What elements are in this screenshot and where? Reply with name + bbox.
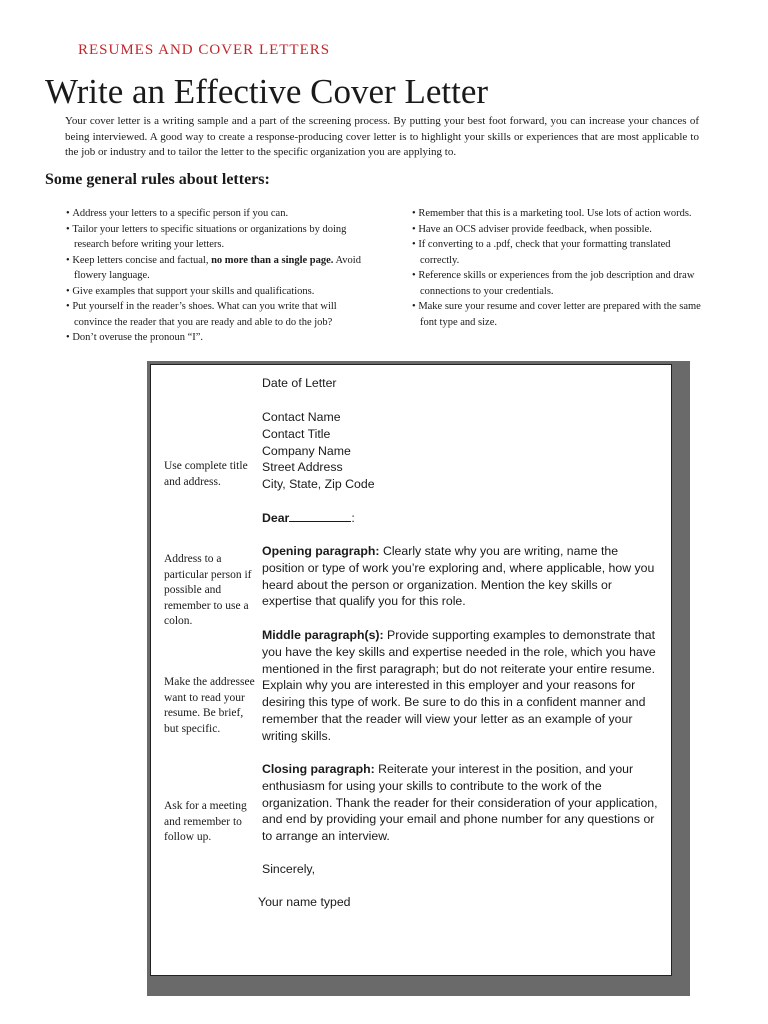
salutation-word: Dear <box>262 511 290 525</box>
address-line: Contact Name <box>262 410 341 424</box>
section-label: RESUMES AND COVER LETTERS <box>78 42 331 58</box>
address-line: City, State, Zip Code <box>262 477 375 492</box>
margin-note-middle: Make the addressee want to read your resume. Be brief, but specific. <box>164 676 255 735</box>
letter-date: Date of Letter <box>262 376 337 390</box>
rule-item: • Give examples that support your skills and qualifications. <box>60 284 370 300</box>
rule-item: • Don’t overuse the pronoun “I”. <box>60 330 370 346</box>
closing-text: Reiterate your interest in the position, and your enthusiasm for using your skills to contribute to the work of the organization. Thank the reader for their consideration of your application, and end by providing your email and phone number for any questions or to arrange an interview. <box>262 762 658 844</box>
opening-label: Opening paragraph: <box>262 544 380 558</box>
middle-paragraph <box>262 627 662 745</box>
address-line: Contact Title <box>262 426 331 441</box>
address-block <box>262 409 662 493</box>
rule-item: • Put yourself in the reader’s shoes. What can you write that will convince the reader that you are ready and able to do the job? <box>60 299 370 330</box>
margin-note-address: Use complete title and address. <box>164 460 248 488</box>
rule-item: • Make sure your resume and cover letter are prepared with the same font type and size. <box>406 299 706 330</box>
opening-text: Clearly state why you are writing, name the position or type of work you’re exploring and, where applicable, how you heard about the person or organization. Mention the key skills or expertise that qualify you for this role. <box>262 544 655 609</box>
letter-signoff: Sincerely, <box>262 862 316 876</box>
letter-signature: Your name typed <box>258 895 351 909</box>
rule-item: • If converting to a .pdf, check that your formatting translated correctly. <box>406 237 706 268</box>
middle-label: Middle paragraph(s): <box>262 628 384 642</box>
rule-item: • Tailor your letters to specific situations or organizations by doing research before writing your letters. <box>60 222 370 253</box>
intro-paragraph: Your cover letter is a writing sample and a part of the screening process. By putting your best foot forward, you can increase your chances of being interviewed. A good way to create a response-producing cover letter is to highlight your skills or experiences that are most applicable to the job or industry and to tailor the letter to the specific organization you are applying to. <box>65 115 699 158</box>
rules-list-left <box>60 206 370 346</box>
rule-item: • Address your letters to a specific person if you can. <box>60 206 370 222</box>
rules-heading: Some general rules about letters: <box>45 171 270 188</box>
rule-item: • Remember that this is a marketing tool. Use lots of action words. <box>406 206 706 222</box>
middle-text: Provide supporting examples to demonstrate that you have the key skills and expertise needed in the role, which you have mentioned in the first paragraph; but do not reiterate your entire resume. Explain why you are interested in this employer and your reasons for desiring this type of work. Be sure to do this in a confident manner and remember that the reader will view your letter as an example of your writing skills. <box>262 628 656 743</box>
page-title: Write an Effective Cover Letter <box>45 72 489 111</box>
rule-text: Avoid flowery language. <box>74 254 361 281</box>
salutation <box>262 510 662 527</box>
rule-emphasis: no more than a single page. <box>211 254 334 266</box>
rule-item: • Have an OCS adviser provide feedback, when possible. <box>406 222 706 238</box>
salutation-colon: : <box>351 511 355 525</box>
address-line: Company Name <box>262 443 351 458</box>
rule-text: Keep letters concise and factual, <box>72 254 212 266</box>
closing-label: Closing paragraph: <box>262 762 375 776</box>
salutation-blank <box>289 510 351 522</box>
address-line: Street Address <box>262 460 343 475</box>
closing-paragraph <box>262 761 662 845</box>
rules-list-right <box>406 206 706 330</box>
rule-item: • Reference skills or experiences from the job description and draw connections to your credentials. <box>406 268 706 299</box>
margin-note-salutation: Address to a particular person if possible and remember to use a colon. <box>164 553 252 627</box>
opening-paragraph <box>262 543 662 610</box>
margin-note-closing: Ask for a meeting and remember to follow up. <box>164 800 247 843</box>
rule-item <box>60 253 370 284</box>
